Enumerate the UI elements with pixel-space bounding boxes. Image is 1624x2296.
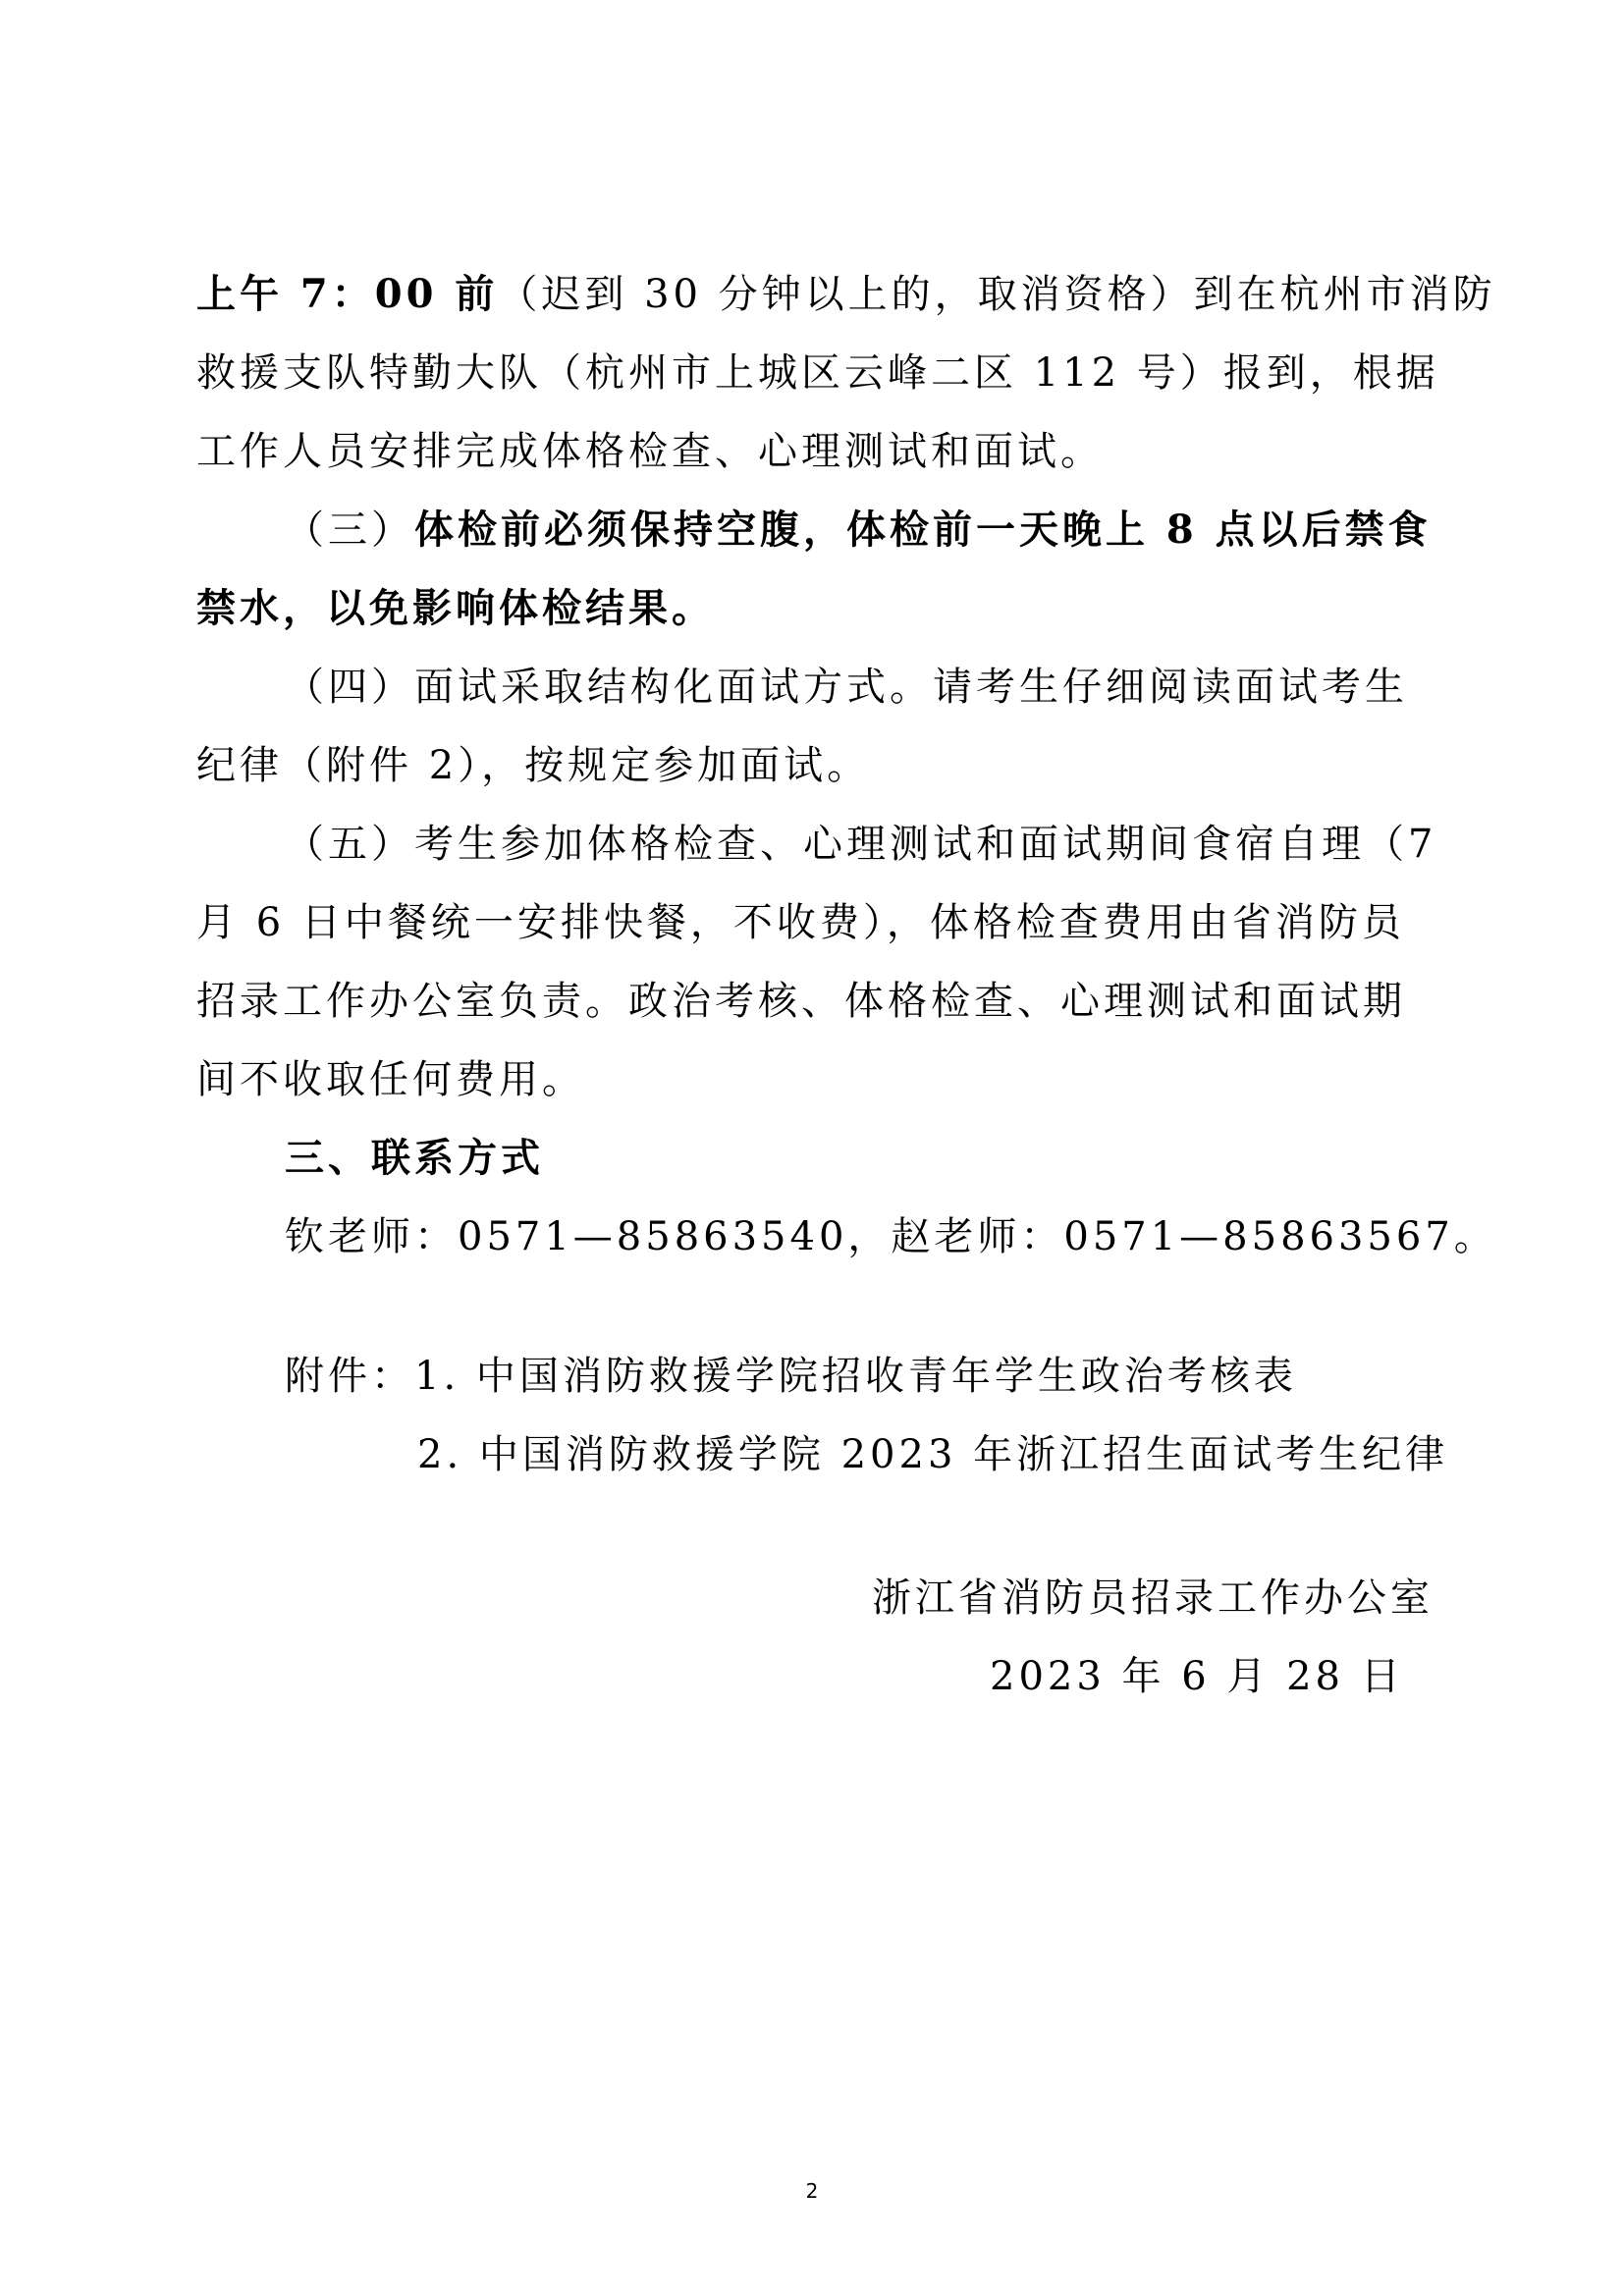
page-number: 2 — [805, 2179, 819, 2203]
para5-line4: 间不收取任何费用。 — [196, 1057, 585, 1102]
para5-line2: 月 6 日中餐统一安排快餐，不收费），体格检查费用由省消防员 — [196, 900, 1405, 945]
para3-line2: 禁水，以免影响体检结果。 — [196, 585, 715, 631]
para3-prefix: （三） — [285, 507, 414, 553]
signature-date: 2023 年 6 月 28 日 — [990, 1654, 1404, 1699]
para2-line2: 救援支队特勤大队（杭州市上城区云峰二区 112 号）报到，根据 — [196, 350, 1439, 396]
para2-line1 — [196, 267, 1496, 322]
section-heading-contact: 三、联系方式 — [285, 1135, 544, 1181]
report-time-detail: （迟到 30 分钟以上的，取消资格）到在杭州市消防 — [498, 272, 1496, 317]
signature-office: 浙江省消防员招录工作办公室 — [872, 1575, 1434, 1621]
para5-line1: （五）考生参加体格检查、心理测试和面试期间食宿自理（7 — [285, 822, 1437, 867]
para5-line3: 招录工作办公室负责。政治考核、体格检查、心理测试和面试期 — [196, 979, 1406, 1024]
para4-line2: 纪律（附件 2），按规定参加面试。 — [196, 743, 871, 788]
fasting-notice: 体检前必须保持空腹，体检前一天晚上 8 点以后禁食 — [414, 507, 1432, 553]
attachment-line-2: 2. 中国消防救援学院 2023 年浙江招生面试考生纪律 — [417, 1432, 1449, 1477]
attachment-line-1: 附件：1. 中国消防救援学院招收青年学生政治考核表 — [285, 1354, 1297, 1399]
para4-line1: （四）面试采取结构化面试方式。请考生仔细阅读面试考生 — [285, 665, 1408, 710]
report-time-emphasis: 上午 7：00 前 — [196, 271, 499, 317]
para2-line3: 工作人员安排完成体格检查、心理测试和面试。 — [196, 429, 1104, 474]
contact-info: 钦老师：0571—85863540，赵老师：0571—85863567。 — [285, 1214, 1497, 1259]
para3-line1 — [285, 503, 1522, 558]
